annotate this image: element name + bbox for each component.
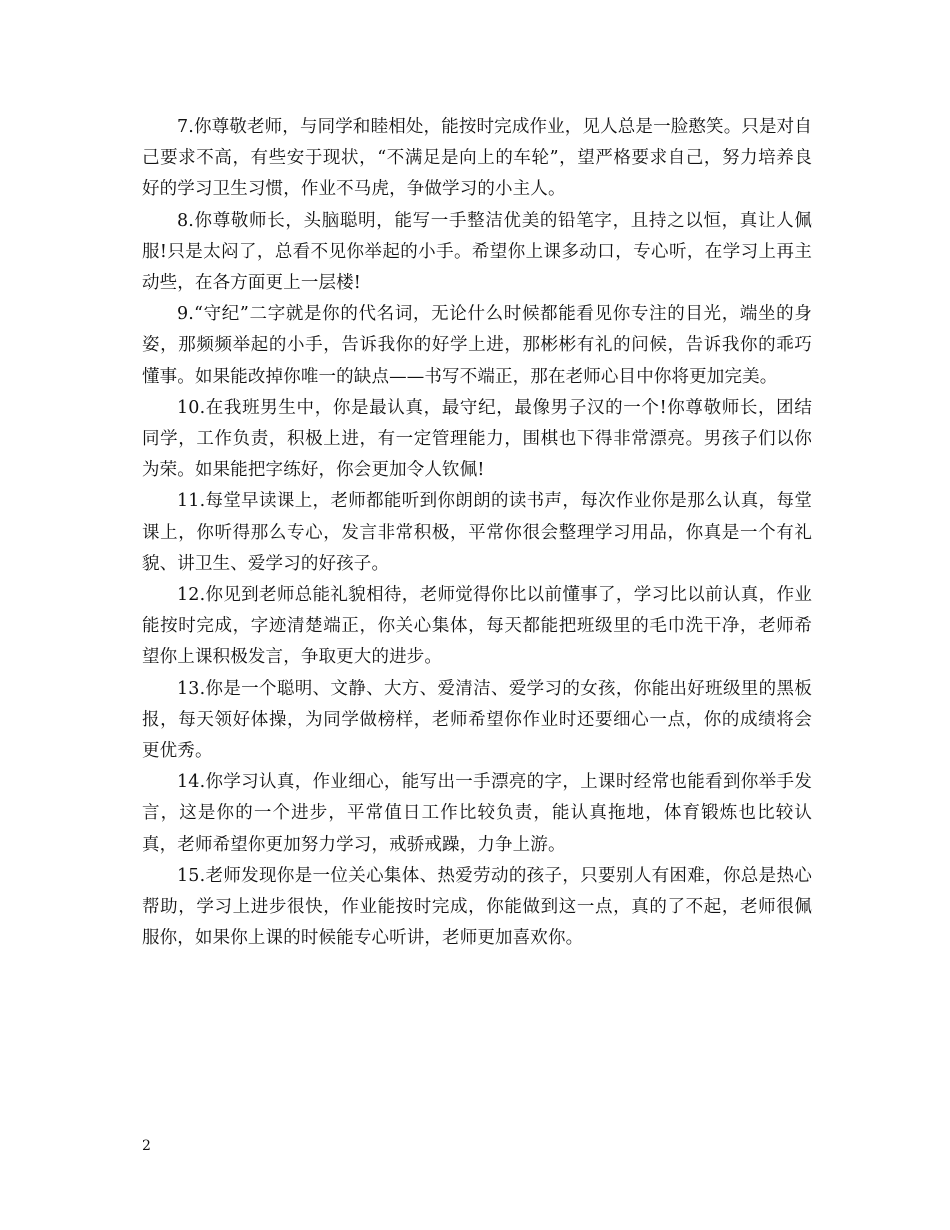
comment-paragraph-14: 14.你学习认真，作业细心，能写出一手漂亮的字，上课时经常也能看到你举手发言，这是你的一个进步，平常值日工作比较负责，能认真拖地，体育锻炼也比较认真，老师希望你更加努力学习，戒骄戒躁，力争上游。 [142, 772, 812, 855]
comment-paragraph-10: 10.在我班男生中，你是最认真，最守纪，最像男子汉的一个!你尊敬师长，团结同学，工作负责，积极上进，有一定管理能力，围棋也下得非常漂亮。男孩子们以你为荣。如果能把字练好，你会更加令人钦佩! [142, 397, 812, 481]
comment-paragraph-15: 15.老师发现你是一位关心集体、热爱劳动的孩子，只要别人有困难，你总是热心帮助，学习上进步很快，作业能按时完成，你能做到这一点，真的了不起，老师很佩服你，如果你上课的时候能专心听讲，老师更加喜欢你。 [142, 865, 812, 949]
comment-paragraph-12: 12.你见到老师总能礼貌相待，老师觉得你比以前懂事了，学习比以前认真，作业能按时完成，字迹清楚端正，你关心集体，每天都能把班级里的毛巾洗干净，老师希望你上课积极发言，争取更大的进步。 [142, 585, 812, 668]
comment-paragraph-8: 8.你尊敬师长，头脑聪明，能写一手整洁优美的铅笔字，且持之以恒，真让人佩服!只是太闷了，总看不见你举起的小手。希望你上课多动口，专心听，在学习上再主动些，在各方面更上一层楼! [142, 210, 812, 294]
comment-paragraph-9: 9.“守纪”二字就是你的代名词，无论什么时候都能看见你专注的目光，端坐的身姿，那频频举起的小手，告诉我你的好学上进，那彬彬有礼的问候，告诉我你的乖巧懂事。如果能改掉你唯一的缺点——书写不端正，那在老师心目中你将更加完美。 [142, 304, 812, 387]
comment-paragraph-13: 13.你是一个聪明、文静、大方、爱清洁、爱学习的女孩，你能出好班级里的黑板报，每天领好体操，为同学做榜样，老师希望你作业时还要细心一点，你的成绩将会更优秀。 [142, 678, 812, 762]
comment-paragraph-11: 11.每堂早读课上，老师都能听到你朗朗的读书声，每次作业你是那么认真，每堂课上，你听得那么专心，发言非常积极，平常你很会整理学习用品，你真是一个有礼貌、讲卫生、爱学习的好孩子。 [142, 491, 812, 574]
comment-paragraph-7: 7.你尊敬老师，与同学和睦相处，能按时完成作业，见人总是一脸憨笑。只是对自己要求不高，有些安于现状，“不满足是向上的车轮”，望严格要求自己，努力培养良好的学习卫生习惯，作业不马虎，争做学习的小主人。 [142, 117, 812, 200]
page-number: 2 [142, 1138, 151, 1154]
document-body [142, 112, 812, 954]
